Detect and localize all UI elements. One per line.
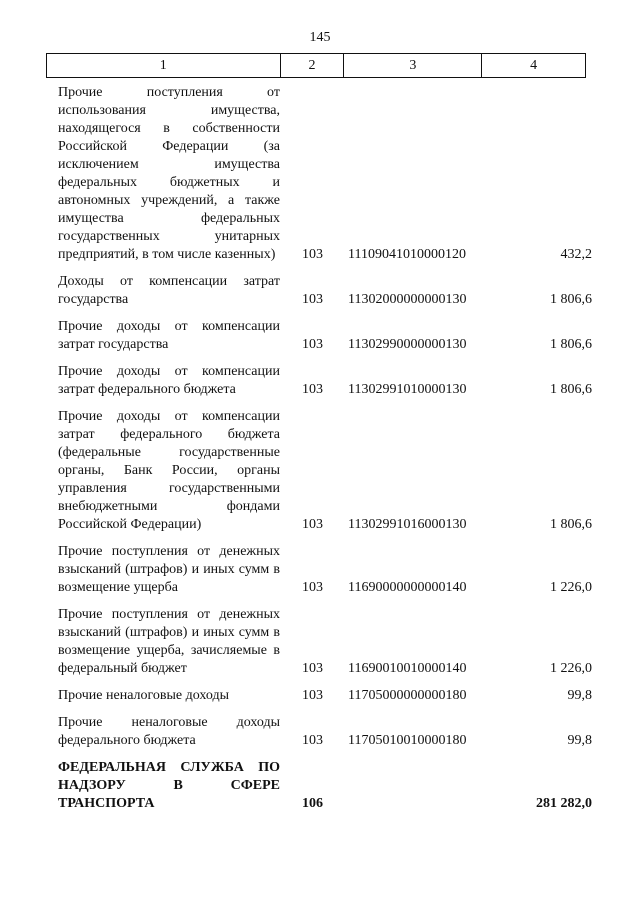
row-kbk: 11302990000000130 — [348, 337, 467, 352]
table-row — [0, 687, 640, 705]
page-number: 145 — [309, 30, 331, 45]
row-amount: 1 806,6 — [550, 382, 592, 397]
header-col-1: 1 — [47, 54, 281, 77]
row-kbk: 11705000000000180 — [348, 688, 467, 703]
table-row — [0, 606, 640, 678]
row-name: Прочие поступления от использования имущества, находящегося в собственности Российской Федерации (за исключением имущества федеральных бюджетных и автономных учреждений, а также имущества федеральных государственных унитарных предприятий, в том числе казенных) — [58, 85, 280, 262]
table-row — [0, 318, 640, 354]
row-code: 103 — [302, 517, 323, 532]
row-amount: 99,8 — [567, 688, 592, 703]
row-kbk: 11109041010000120 — [348, 247, 466, 262]
table-row — [0, 273, 640, 309]
row-kbk: 11690000000000140 — [348, 580, 467, 595]
header-col-2: 2 — [281, 54, 345, 77]
row-kbk: 11302000000000130 — [348, 292, 467, 307]
row-name: Прочие доходы от компенсации затрат государства — [58, 319, 280, 352]
row-name: Прочие неналоговые доходы — [58, 688, 230, 703]
row-name: Прочие неналоговые доходы федерального бюджета — [58, 715, 280, 748]
row-name: Прочие поступления от денежных взысканий (штрафов) и иных сумм в возмещение ущерба — [58, 544, 280, 595]
row-kbk: 11302991010000130 — [348, 382, 467, 397]
table-row — [0, 363, 640, 399]
table-row — [0, 714, 640, 750]
table-header — [46, 53, 586, 78]
row-code: 103 — [302, 382, 323, 397]
table-body — [0, 84, 640, 822]
row-amount: 1 806,6 — [550, 292, 592, 307]
row-amount: 281 282,0 — [536, 796, 592, 811]
row-name: Прочие доходы от компенсации затрат федерального бюджета — [58, 364, 280, 397]
row-code: 103 — [302, 247, 323, 262]
table-row-total — [0, 759, 640, 813]
row-name: ФЕДЕРАЛЬНАЯ СЛУЖБА ПО НАДЗОРУ В СФЕРЕ ТРАНСПОРТА — [58, 760, 280, 811]
row-kbk: 11705010010000180 — [348, 733, 467, 748]
row-amount: 432,2 — [560, 247, 592, 262]
row-code: 103 — [302, 292, 323, 307]
row-kbk: 11302991016000130 — [348, 517, 467, 532]
table-row — [0, 408, 640, 534]
header-col-4: 4 — [482, 54, 586, 77]
table-row — [0, 84, 640, 264]
row-amount: 1 226,0 — [550, 580, 592, 595]
row-code: 103 — [302, 733, 323, 748]
row-name: Прочие поступления от денежных взысканий (штрафов) и иных сумм в возмещение ущерба, зачисляемые в федеральный бюджет — [58, 607, 280, 676]
row-code: 106 — [302, 796, 323, 811]
row-amount: 1 226,0 — [550, 661, 592, 676]
row-name: Доходы от компенсации затрат государства — [58, 274, 280, 307]
row-code: 103 — [302, 688, 323, 703]
row-name: Прочие доходы от компенсации затрат федерального бюджета (федеральные государственные органы, Банк России, органы управления государственными внебюджетными фондами Российской Федерации) — [58, 409, 280, 532]
row-code: 103 — [302, 580, 323, 595]
row-code: 103 — [302, 337, 323, 352]
row-kbk: 11690010010000140 — [348, 661, 467, 676]
row-amount: 1 806,6 — [550, 337, 592, 352]
row-amount: 1 806,6 — [550, 517, 592, 532]
table-row — [0, 543, 640, 597]
row-amount: 99,8 — [567, 733, 592, 748]
row-code: 103 — [302, 661, 323, 676]
header-col-3: 3 — [344, 54, 482, 77]
